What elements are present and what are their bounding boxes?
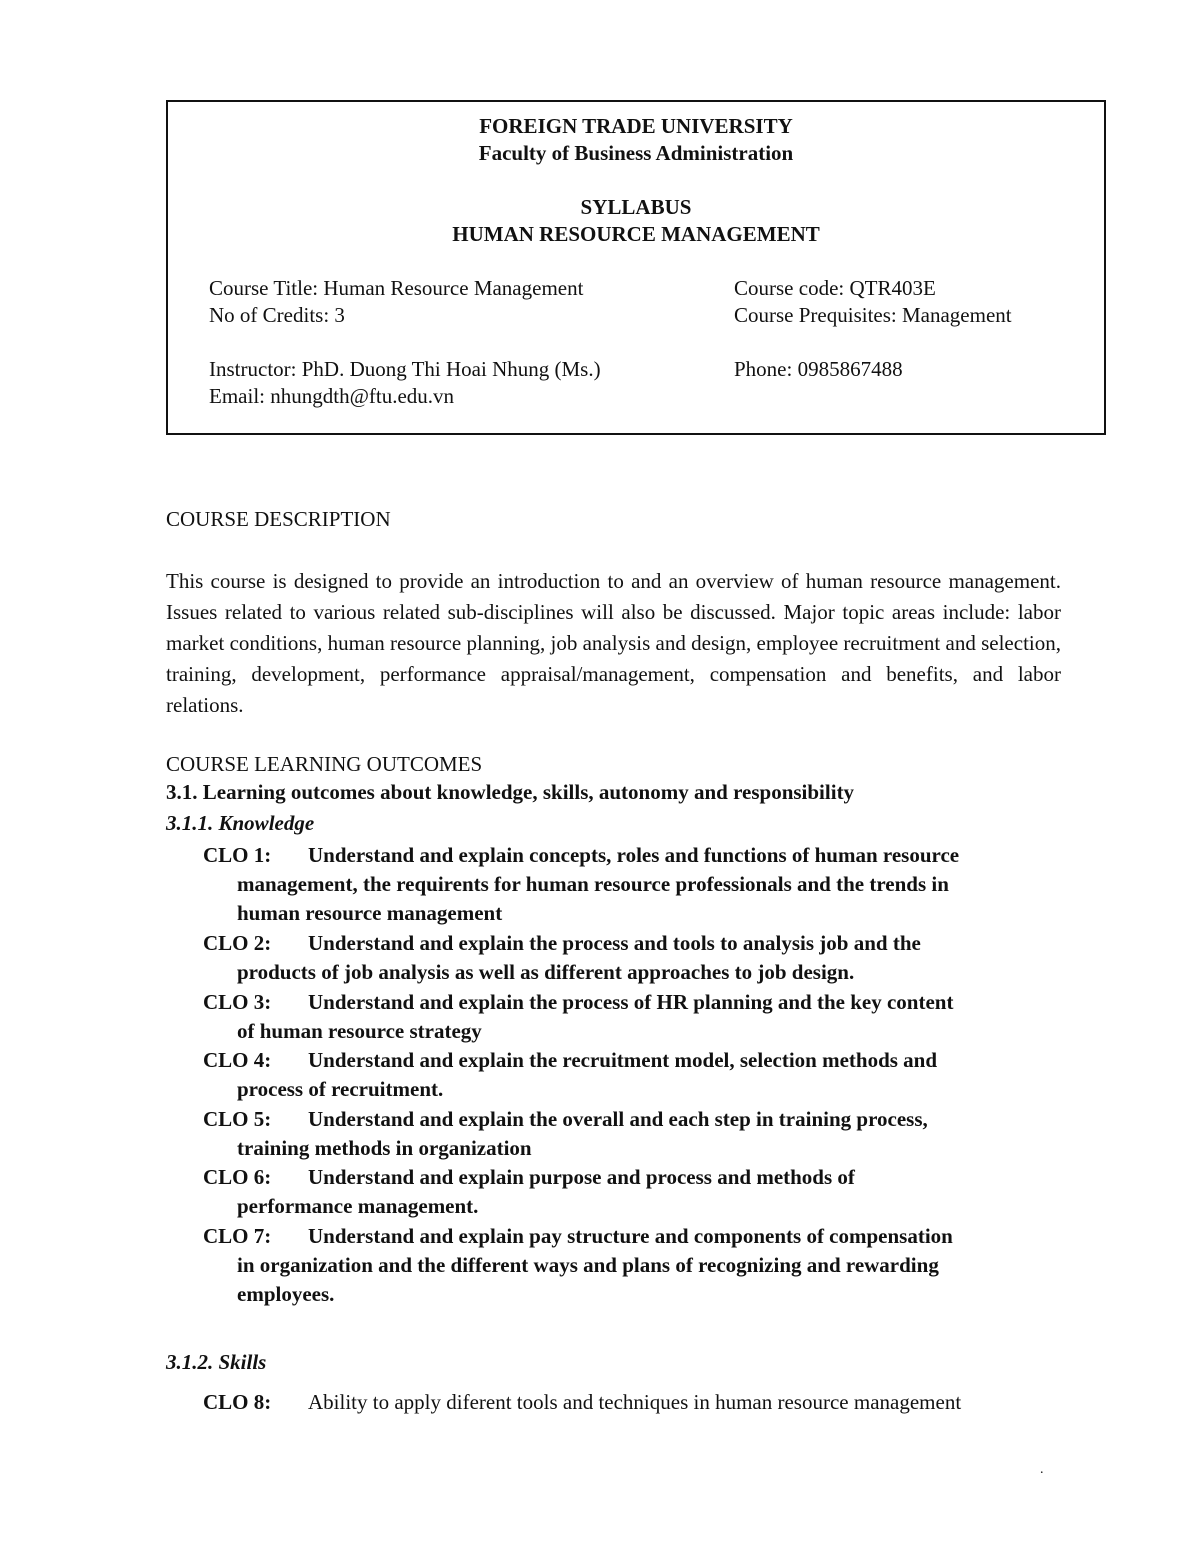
course-description-text: This course is designed to provide an introduction to and an overview of human resource management. Issues related to various related sub-disciplines will also be discussed. Major topic areas include: labor market conditions, human resource planning, job analysis and design, employee recruitment and selection, training, development, performance appraisal/management, compensation and benefits, and labor relations. [166,569,1061,717]
clo-label: CLO 4: [203,1048,272,1072]
clo-text-continued: employees. [237,1282,335,1306]
clo-text: Understand and explain the process of HR planning and the key content [308,990,954,1014]
clo-item [203,841,1063,928]
clo-text-continued: products of job analysis as well as different approaches to job design. [237,960,855,984]
instructor-name: Instructor: PhD. Duong Thi Hoai Nhung (Ms.) [209,357,601,381]
clo-item [203,1163,1063,1221]
clo-text-continued: process of recruitment. [237,1077,444,1101]
clo-text: Ability to apply diferent tools and techniques in human resource management [308,1390,962,1414]
clo-text-continued: human resource management [237,901,503,925]
course-code: Course code: QTR403E [734,276,936,300]
instructor-email: Email: nhungdth@ftu.edu.vn [209,384,455,408]
clo-item [203,1222,1063,1309]
clo-item [203,988,1063,1046]
clo-text-continued: performance management. [237,1194,479,1218]
clo-item [203,929,1063,987]
course-prerequisites: Course Prequisites: Management [734,303,1012,327]
clo-label: CLO 1: [203,843,272,867]
learning-outcomes-heading: COURSE LEARNING OUTCOMES [166,752,483,776]
clo-label: CLO 3: [203,990,272,1014]
university-name: FOREIGN TRADE UNIVERSITY [479,114,793,138]
course-name-title: HUMAN RESOURCE MANAGEMENT [452,222,820,246]
clo-text: Understand and explain the recruitment model, selection methods and [308,1048,938,1072]
course-title: Course Title: Human Resource Management [209,276,584,300]
clo-label: CLO 8: [203,1390,272,1414]
syllabus-header-box [166,100,1106,435]
clo-item [203,1388,1063,1417]
knowledge-heading: 3.1.1. Knowledge [166,811,315,835]
page-mark: . [1040,1462,1044,1477]
clo-label: CLO 7: [203,1224,272,1248]
course-credits: No of Credits: 3 [209,303,345,327]
clo-text: Understand and explain the process and tools to analysis job and the [308,931,921,955]
clo-text: Understand and explain concepts, roles and functions of human resource [308,843,960,867]
learning-outcomes-subheading: 3.1. Learning outcomes about knowledge, skills, autonomy and responsibility [166,780,855,804]
skills-heading: 3.1.2. Skills [166,1350,267,1374]
clo-text-continued: of human resource strategy [237,1019,482,1043]
clo-item [203,1105,1063,1163]
clo-label: CLO 2: [203,931,272,955]
course-description-heading: COURSE DESCRIPTION [166,507,391,531]
clo-label: CLO 5: [203,1107,272,1131]
document-type: SYLLABUS [580,195,692,219]
clo-text-continued: in organization and the different ways and plans of recognizing and rewarding [237,1253,939,1277]
clo-item [203,1046,1063,1104]
clo-text: Understand and explain the overall and each step in training process, [308,1107,928,1131]
instructor-phone: Phone: 0985867488 [734,357,903,381]
clo-text: Understand and explain purpose and process and methods of [308,1165,855,1189]
clo-text: Understand and explain pay structure and components of compensation [308,1224,953,1248]
clo-text-continued: training methods in organization [237,1136,532,1160]
clo-label: CLO 6: [203,1165,272,1189]
faculty-name: Faculty of Business Administration [478,141,794,165]
clo-text-continued: management, the requirents for human resource professionals and the trends in [237,872,949,896]
